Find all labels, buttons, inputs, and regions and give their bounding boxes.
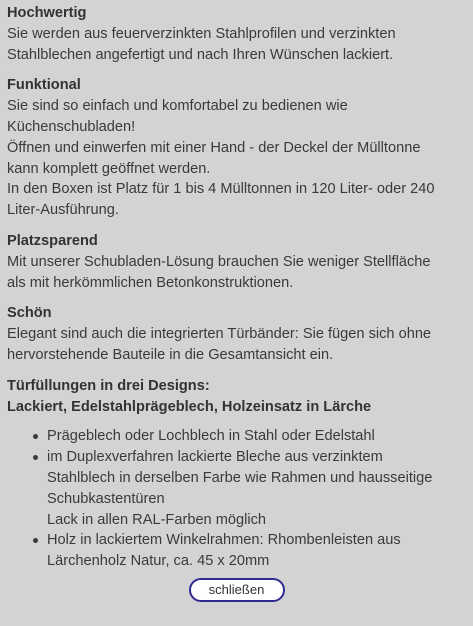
- section-text: Mit unserer Schubladen-Lösung brauchen Sie weniger Stellfläche als mit herkömmlichen Betonkonstruktionen.: [7, 253, 431, 291]
- section-platzsparend: [7, 231, 466, 293]
- section-funktional: [7, 75, 466, 221]
- list-item: Holz in lackiertem Winkelrahmen: Rhombenleisten aus Lärchenholz Natur, ca. 45 x 20mm: [47, 530, 466, 572]
- section-text: Sie werden aus feuerverzinkten Stahlprofilen und verzinkten Stahlblechen angefertigt und nach Ihren Wünschen lackiert.: [7, 25, 396, 63]
- section-hochwertig: [7, 3, 466, 65]
- section-title: Platzsparend: [7, 232, 98, 249]
- close-row: [7, 578, 466, 602]
- section-text: Sie sind so einfach und komfortabel zu bedienen wie Küchenschubladen! Öffnen und einwerfen mit einer Hand - der Deckel der Mülltonne kann komplett geöffnet werden. In den Boxen ist Platz für 1 bis 4 Mülltonnen in 120 Liter- oder 240 Liter-Ausführung.: [7, 98, 435, 219]
- section-designs: [7, 376, 466, 572]
- section-title: Hochwertig: [7, 5, 87, 21]
- designs-heading: [7, 376, 466, 418]
- section-schoen: [7, 303, 466, 365]
- designs-heading-line1: Türfüllungen in drei Designs:: [7, 377, 210, 394]
- designs-heading-line2: Lackiert, Edelstahlprägeblech, Holzeinsatz in Lärche: [7, 398, 372, 415]
- section-title: Funktional: [7, 77, 81, 94]
- designs-list: [7, 426, 466, 572]
- close-button[interactable]: schließen: [189, 578, 285, 602]
- list-item: im Duplexverfahren lackierte Bleche aus verzinktem Stahlblech in derselben Farbe wie Rahmen und hausseitige Schubkastentüren Lack in allen RAL-Farben möglich: [47, 447, 466, 530]
- section-text: Elegant sind auch die integrierten Türbänder: Sie fügen sich ohne hervorstehende Bauteile in die Gesamtansicht ein.: [7, 326, 432, 363]
- section-title: Schön: [7, 305, 52, 322]
- list-item: Prägeblech oder Lochblech in Stahl oder Edelstahl: [47, 426, 466, 447]
